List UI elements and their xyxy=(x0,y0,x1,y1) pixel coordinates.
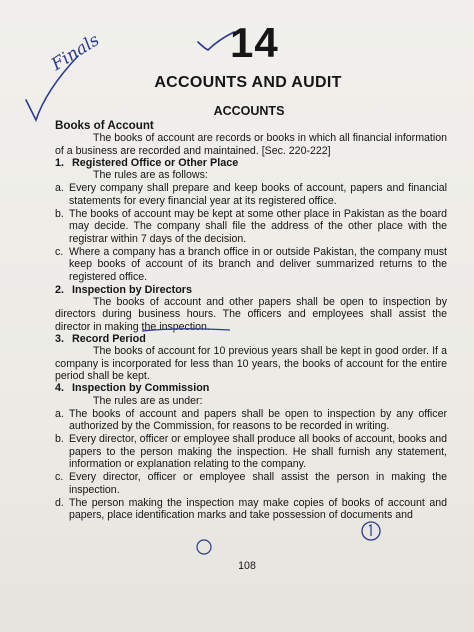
section-heading-text: Registered Office or Other Place xyxy=(72,156,239,169)
list-item-text: The books of account may be kept at some other place in Pakistan as the board may decide. The company shall file the address of the other place with the registrar within 7 days of the decision. xyxy=(69,208,447,245)
books-heading: Books of Account xyxy=(55,119,154,132)
list-item-text: The books of account and papers shall be open to inspection by any officer authorized by the Commission, for reasons to be recorded in writing. xyxy=(69,407,447,433)
list-marker: b. xyxy=(55,208,64,221)
list-item xyxy=(55,182,447,207)
list-marker: a. xyxy=(55,407,64,420)
list-item-text: Every director, officer or employee shall produce all books of account, books and papers to the person making the inspection. He shall furnish any statement, information or explanation relating to the company. xyxy=(69,433,447,471)
section-number: 2. xyxy=(55,283,65,296)
list-marker: b. xyxy=(55,433,64,446)
section-registered-office xyxy=(55,157,447,283)
handwritten-circle-mark xyxy=(195,538,213,556)
list-item-text: The person making the inspection may make copies of books of account and papers, place identification marks and take possession of documents and xyxy=(69,496,447,522)
section-number: 3. xyxy=(55,333,65,346)
list-marker: d. xyxy=(55,496,64,509)
list-item-text: Where a company has a branch office in or outside Pakistan, the company must keep books of account of its branch and deliver summarized returns to the registered office. xyxy=(69,245,447,283)
list-item xyxy=(55,408,447,433)
list-item xyxy=(55,497,447,522)
section-intro: The rules are as follows: xyxy=(93,169,208,182)
section-intro: The rules are as under: xyxy=(93,394,203,407)
section-paragraph: The books of account for 10 previous years shall be kept in good order. If a company is incorporated for less than 10 years, the books of account for the entire period shall be kept. xyxy=(55,345,447,382)
list-item xyxy=(55,471,447,496)
section-inspection-directors xyxy=(55,284,447,333)
body-content xyxy=(55,120,447,523)
section-record-period xyxy=(55,333,447,382)
section-heading-text: Record Period xyxy=(72,333,146,346)
list-marker: c. xyxy=(55,245,64,258)
section-number: 4. xyxy=(55,382,65,395)
list-item xyxy=(55,246,447,283)
section-inspection-commission xyxy=(55,382,447,521)
list-item xyxy=(55,208,447,245)
list-item xyxy=(55,433,447,470)
list-marker: a. xyxy=(55,182,64,195)
section-heading: ACCOUNTS xyxy=(213,104,285,118)
section-heading-text: Inspection by Commission xyxy=(72,382,210,395)
chapter-number: 14 xyxy=(230,19,279,66)
list-item-text: Every director, officer or employee shall assist the person in making the inspection. xyxy=(69,471,447,496)
handwritten-note: Finals xyxy=(48,30,104,75)
section-number: 1. xyxy=(55,156,65,169)
handwritten-circle-mark xyxy=(360,520,382,542)
list-item-text: Every company shall prepare and keep books of account, papers and financial statements for every financial year at its registered office. xyxy=(69,182,447,207)
chapter-title: ACCOUNTS AND AUDIT xyxy=(154,74,342,91)
page-number: 108 xyxy=(238,560,256,572)
books-paragraph: The books of account are records or books in which all financial information of a business are recorded and maintained. [Sec. 220-222] xyxy=(55,132,447,157)
section-heading-text: Inspection by Directors xyxy=(72,283,192,296)
list-marker: c. xyxy=(55,471,64,484)
section-paragraph: The books of account and other papers shall be open to inspection by directors during business hours. The officers and employees shall assist the director in making the inspection. xyxy=(55,296,447,333)
